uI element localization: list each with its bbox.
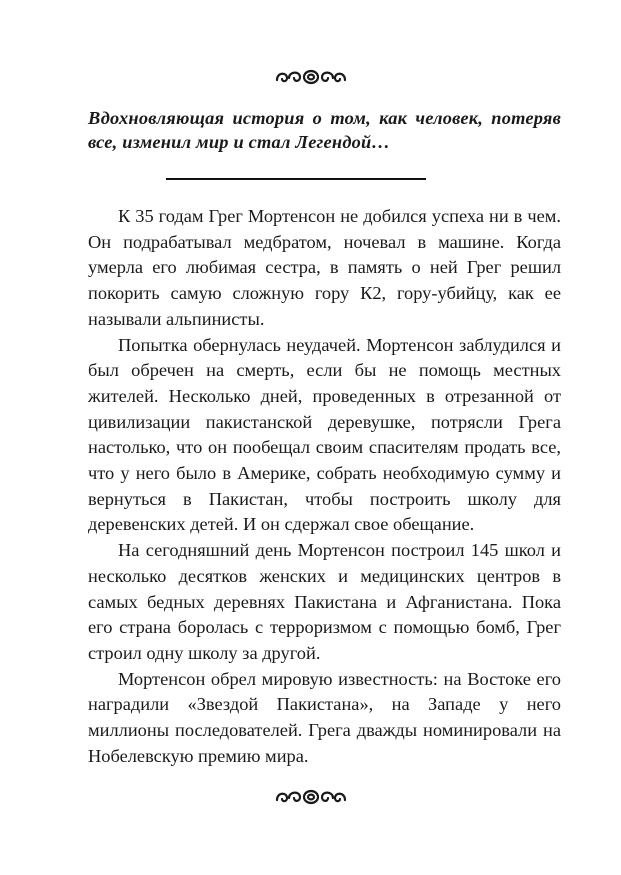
bottom-scroll-ornament-icon: [273, 784, 349, 810]
divider-line: [166, 178, 426, 180]
paragraph: Попытка обернулась неудачей. Мортенсон заблудился и был обречен на смерть, если бы не помощь местных жителей. Несколько дней, проведенных в отрезанной от цивилизации пакистанской деревушке, потрясли Грега настолько, что он пообещал своим спасителям продать все, что у него было в Америке, собрать необходимую сумму и вернуться в Пакистан, чтобы построить школу для деревенских детей. И он сдержал свое обещание.: [88, 334, 561, 535]
paragraph: К 35 годам Грег Мортенсон не добился успеха ни в чем. Он подрабатывал медбратом, ночевал в машине. Когда умерла его любимая сестра, в память о ней Грег решил покорить самую сложную гору К2, гору-убийцу, как ее называли альпинисты.: [88, 206, 561, 329]
paragraph: Мортенсон обрел мировую известность: на Востоке его наградили «Звездой Пакистана», на Западе у него миллионы последователей. Грега дважды номинировали на Нобелевскую премию мира.: [88, 668, 561, 766]
paragraph: На сегодняшний день Мортенсон построил 145 школ и несколько десятков женских и медицинских центров в самых бедных деревнях Пакистана и Афганистана. Пока его страна боролась с терроризмом с помощью бомб, Грег строил одну школу за другой.: [88, 540, 561, 663]
book-subtitle: Вдохновляющая история о том, как человек, потеряв все, изменил мир и стал Легендой…: [88, 108, 561, 152]
top-scroll-ornament-icon: [273, 64, 349, 90]
body-text: [88, 204, 561, 769]
